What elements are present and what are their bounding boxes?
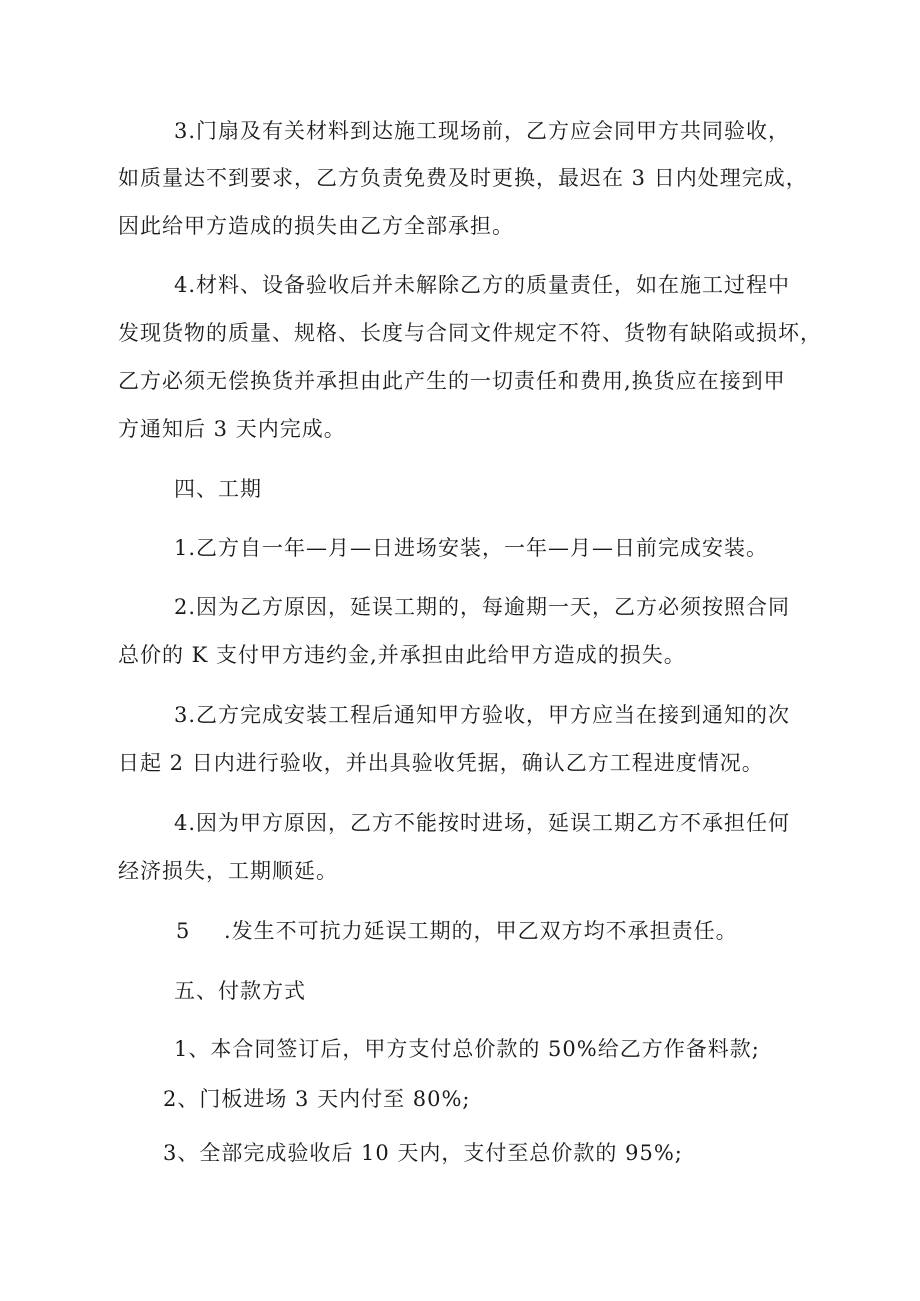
section-heading-payment: 五、付款方式	[174, 979, 306, 1003]
section-heading-schedule: 四、工期	[174, 477, 262, 501]
schedule-item-4-line-2: 经济损失，工期顺延。	[118, 859, 338, 883]
schedule-item-2-line-1: 2.因为乙方原因，延误工期的，每逾期一天，乙方必须按照合同	[174, 595, 791, 619]
para-3-line-3: 因此给甲方造成的损失由乙方全部承担。	[118, 214, 514, 238]
schedule-item-5-text: .发生不可抗力延误工期的，甲乙双方均不承担责任。	[224, 919, 738, 943]
para-4-line-4: 方通知后 3 天内完成。	[118, 417, 346, 441]
payment-item-2: 2、门板进场 3 天内付至 80%;	[163, 1087, 471, 1111]
schedule-item-4-line-1: 4.因为甲方原因，乙方不能按时进场，延误工期乙方不承担任何	[174, 811, 791, 835]
para-3-line-2: 如质量达不到要求，乙方负责免费及时更换，最迟在 3 日内处理完成，	[118, 166, 808, 190]
para-4-line-3: 乙方必须无偿换货并承担由此产生的一切责任和费用,换货应在接到甲	[118, 369, 786, 393]
schedule-item-1: 1.乙方自一年—月—日进场安装，一年—月—日前完成安装。	[174, 536, 769, 560]
schedule-item-2-line-2: 总价的 K 支付甲方违约金,并承担由此给甲方造成的损失。	[118, 643, 686, 667]
schedule-item-5-number: 5	[176, 919, 191, 943]
schedule-item-3-line-2: 日起 2 日内进行验收，并出具验收凭据，确认乙方工程进度情况。	[118, 751, 764, 775]
para-4-line-1: 4.材料、设备验收后并未解除乙方的质量责任，如在施工过程中	[174, 273, 791, 297]
payment-item-1: 1、本合同签订后，甲方支付总价款的 50%给乙方作备料款;	[174, 1037, 760, 1061]
payment-item-3: 3、全部完成验收后 10 天内，支付至总价款的 95%;	[163, 1141, 683, 1165]
para-3-line-1: 3.门扇及有关材料到达施工现场前，乙方应会同甲方共同验收，	[174, 119, 791, 143]
para-4-line-2: 发现货物的质量、规格、长度与合同文件规定不符、货物有缺陷或损坏，	[118, 321, 822, 345]
schedule-item-3-line-1: 3.乙方完成安装工程后通知甲方验收，甲方应当在接到通知的次	[174, 703, 791, 727]
